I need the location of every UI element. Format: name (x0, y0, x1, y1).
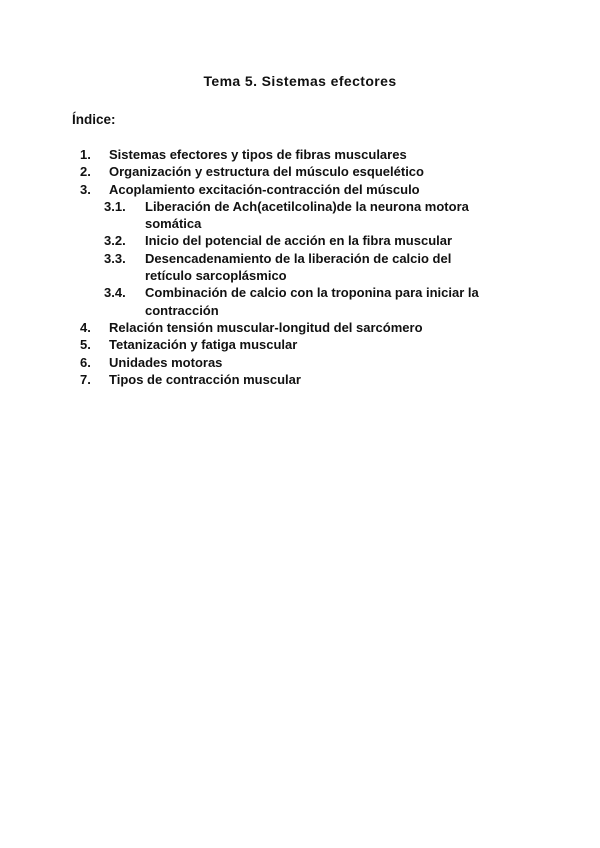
toc-subitem-text: Desencadenamiento de la liberación de calcio del retículo sarcoplásmico (145, 250, 452, 284)
toc-item-text: Relación tensión muscular-longitud del sarcómero (109, 319, 423, 335)
toc-item-6 (0, 354, 600, 371)
toc-item-number: 5. (80, 337, 91, 353)
toc-subitem-text: Inicio del potencial de acción en la fibra muscular (145, 233, 453, 249)
toc-subitem-number: 3.1. (104, 198, 126, 214)
toc-subitem-text: Liberación de Ach(acetilcolina)de la neurona motora somática (145, 198, 469, 232)
toc-item-text: Tipos de contracción muscular (109, 371, 301, 387)
toc-item-1 (0, 146, 600, 163)
index-label: Índice: (72, 112, 116, 127)
toc-item-text: Sistemas efectores y tipos de fibras musculares (109, 147, 407, 162)
toc-subitem-text: Combinación de calcio con la troponina para iniciar la contracción (145, 285, 479, 318)
toc-subitem-number: 3.4. (104, 285, 126, 301)
toc-item-number: 7. (80, 371, 91, 387)
toc-item-text: Acoplamiento excitación-contracción del músculo (109, 181, 420, 197)
toc-item-number: 6. (80, 354, 91, 370)
toc-item-number: 2. (80, 164, 91, 180)
toc-subitem-3-1 (0, 198, 600, 233)
document-title: Tema 5. Sistemas efectores (203, 73, 397, 89)
toc-item-2 (0, 163, 600, 180)
table-of-contents (0, 146, 600, 388)
toc-item-number: 4. (80, 319, 91, 335)
toc-item-5 (0, 336, 600, 353)
toc-subitem-3-4 (0, 284, 600, 319)
toc-subitem-number: 3.2. (104, 233, 126, 249)
toc-subitem-3-3 (0, 250, 600, 285)
toc-subitem-number: 3.3. (104, 250, 126, 266)
toc-item-number: 1. (80, 147, 91, 162)
toc-subitem-3-2 (0, 232, 600, 249)
toc-item-3 (0, 181, 600, 198)
toc-item-text: Tetanización y fatiga muscular (109, 337, 298, 353)
toc-item-7 (0, 371, 600, 388)
toc-item-number: 3. (80, 181, 91, 197)
toc-item-text: Unidades motoras (109, 354, 223, 370)
toc-item-text: Organización y estructura del músculo esquelético (109, 164, 424, 180)
toc-item-4 (0, 319, 600, 336)
